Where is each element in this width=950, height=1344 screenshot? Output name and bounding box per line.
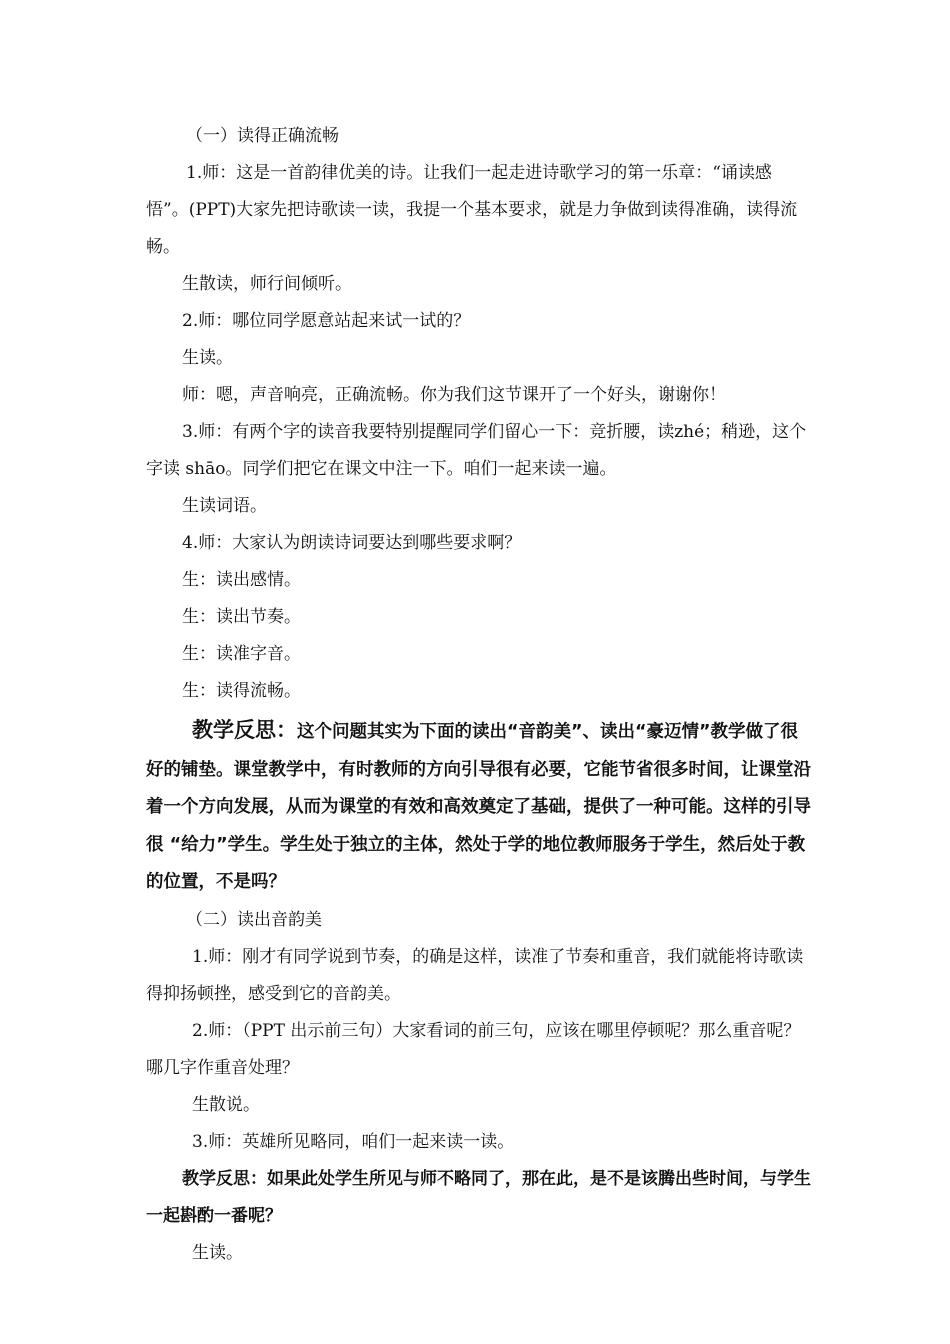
teaching-reflection-1: [146, 712, 814, 902]
paragraph: 生读词语。: [182, 496, 267, 516]
paragraph: 4.师：大家认为朗读诗词要达到哪些要求啊？: [182, 533, 522, 553]
paragraph: 生：读出节奏。: [182, 607, 301, 627]
paragraph: 生散读，师行间倾听。: [182, 274, 352, 294]
paragraph: 3.师：英雄所见略同，咱们一起来读一读。: [192, 1131, 515, 1152]
paragraph: 生读。: [182, 348, 233, 368]
paragraph: 3.师：有两个字的读音我要特别提醒同学们留心一下：竞折腰，读zhé；稍逊，这个字读 shāo。同学们把它在课文中注一下。咱们一起来读一遍。: [146, 422, 807, 479]
reflection-text: 这个问题其实为下面的读出“音韵美”、读出“豪迈情”教学做了很好的铺垫。课堂教学中，有时教师的方向引导很有必要，它能节省很多时间，让课堂沿着一个方向发展，从而为课堂的有效和高效奠定了基础，提供了一种可能。这样的引导很 “给力”学生。学生处于独立的主体，然处于学的地位教师服务于学生，然后处于教的位置，不是吗？: [146, 722, 811, 892]
section-heading-2: （二）读出音韵美: [186, 909, 322, 930]
paragraph: 生：读出感情。: [182, 570, 301, 590]
reflection-label: 教学反思：: [192, 718, 297, 742]
paragraph: 生读。: [192, 1242, 243, 1263]
paragraph: 2.师：哪位同学愿意站起来试一试的？: [182, 311, 471, 331]
paragraph: 生：读准字音。: [182, 644, 301, 664]
teaching-reflection-2: 教学反思：如果此处学生所见与师不略同了，那在此，是不是该腾出些时间，与学生一起斟酌一番呢？: [146, 1168, 811, 1226]
document-body: [146, 118, 814, 1272]
paragraph: 师：嗯，声音响亮，正确流畅。你为我们这节课开了一个好头，谢谢你！: [182, 385, 726, 405]
paragraph: 1.师：这是一首韵律优美的诗。让我们一起走进诗歌学习的第一乐章：“诵读感悟”。(PPT)大家先把诗歌读一读，我提一个基本要求，就是力争做到读得准确，读得流畅。: [146, 163, 798, 257]
paragraph: 生散说。: [192, 1094, 260, 1115]
paragraph: 2.师：（PPT 出示前三句）大家看词的前三句，应该在哪里停顿呢？那么重音呢？哪几字作重音处理？: [146, 1020, 801, 1078]
paragraph: 1.师：刚才有同学说到节奏，的确是这样，读准了节奏和重音，我们就能将诗歌读得抑扬顿挫，感受到它的音韵美。: [146, 946, 804, 1004]
paragraph: 生：读得流畅。: [182, 681, 301, 701]
section-heading-1: （一）读得正确流畅: [186, 126, 339, 146]
